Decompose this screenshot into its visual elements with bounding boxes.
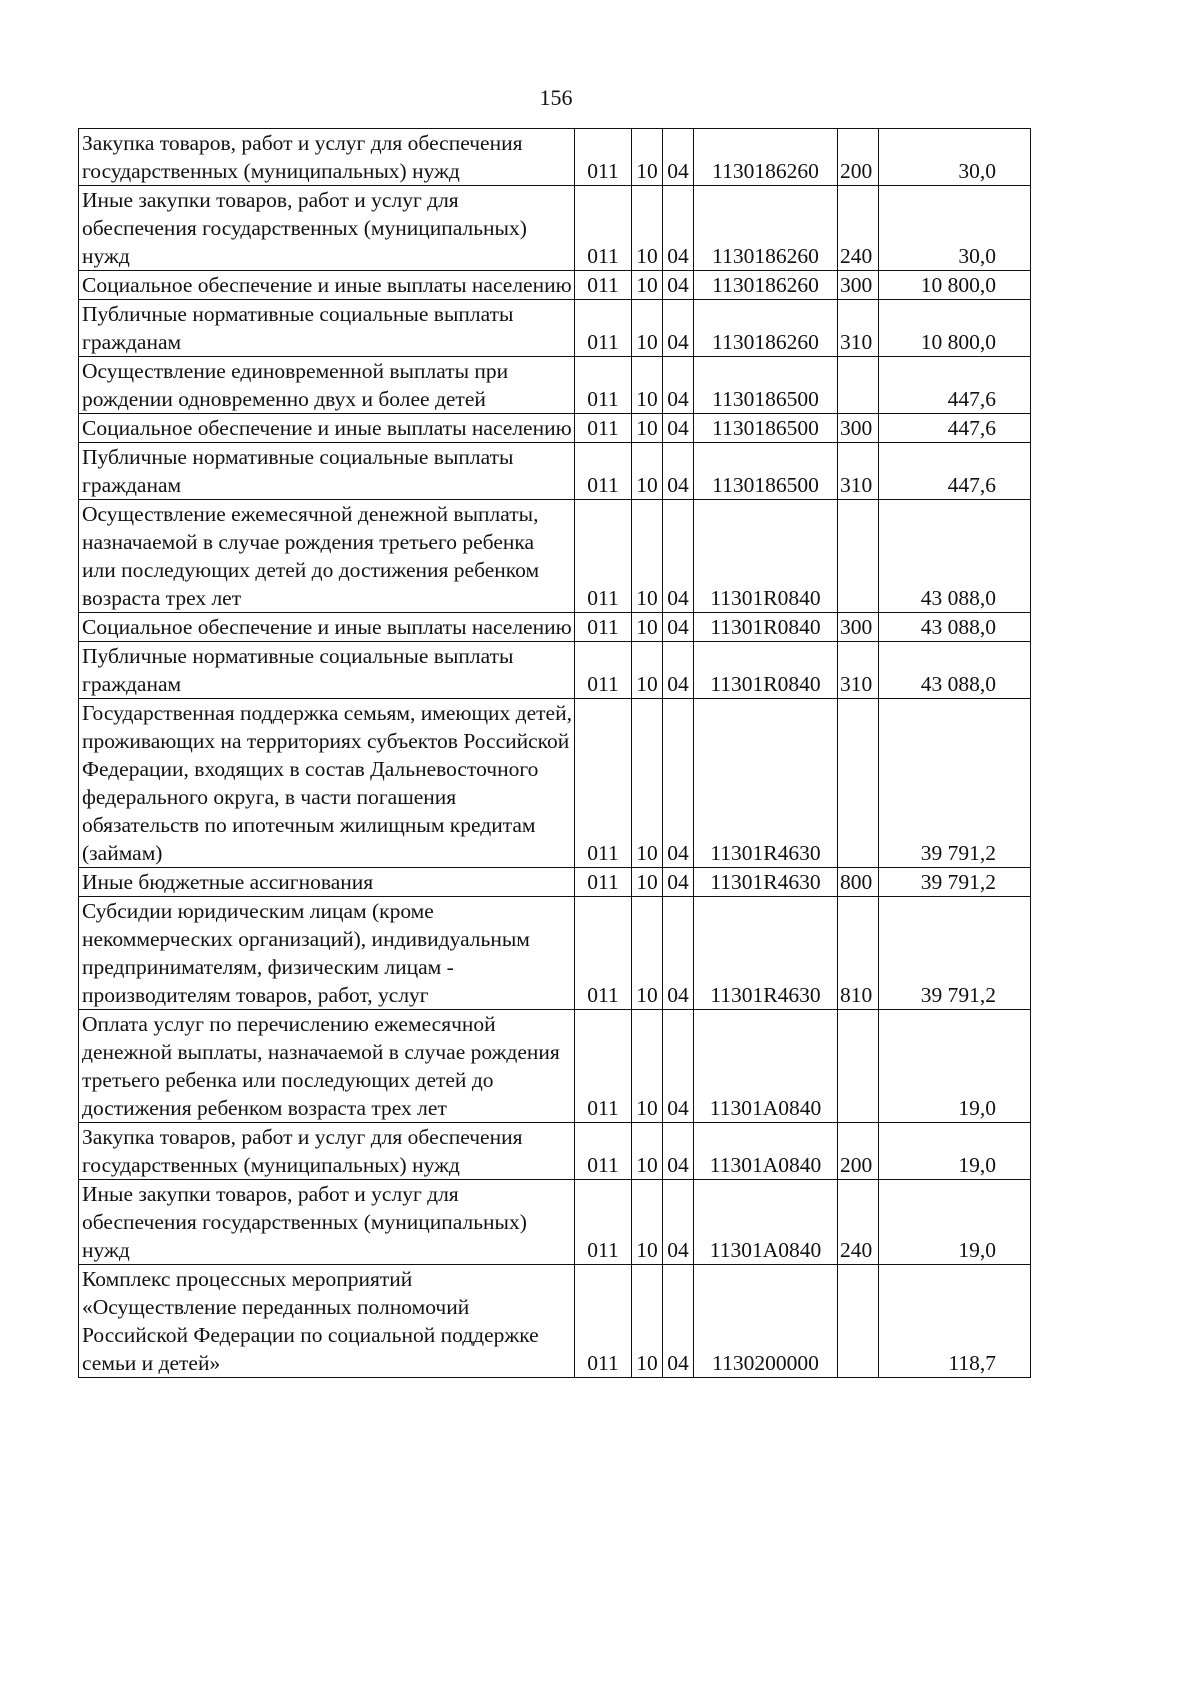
expense-name-cell: Публичные нормативные социальные выплаты гражданам xyxy=(79,642,575,699)
expense-name-cell: Иные бюджетные ассигнования xyxy=(79,868,575,897)
section-code-cell: 10 xyxy=(632,642,663,699)
expense-name-cell: Государственная поддержка семьям, имеющих детей, проживающих на территориях субъектов Российской Федерации, входящих в состав Дальневосточного федерального округа, в части погашения обязательств по ипотечным жилищным кредитам (займам) xyxy=(79,699,575,868)
table-row xyxy=(79,642,1031,699)
expense-type-cell xyxy=(838,500,879,613)
department-code-cell: 011 xyxy=(575,1265,632,1378)
subsection-code-cell: 04 xyxy=(663,357,694,414)
expense-name-cell: Осуществление ежемесячной денежной выплаты, назначаемой в случае рождения третьего ребенка или последующих детей до достижения ребенком возраста трех лет xyxy=(79,500,575,613)
expense-type-cell: 200 xyxy=(838,1123,879,1180)
section-code-cell: 10 xyxy=(632,897,663,1010)
table-row xyxy=(79,357,1031,414)
subsection-code-cell: 04 xyxy=(663,271,694,300)
section-code-cell: 10 xyxy=(632,613,663,642)
department-code-cell: 011 xyxy=(575,613,632,642)
department-code-cell: 011 xyxy=(575,414,632,443)
subsection-code-cell: 04 xyxy=(663,129,694,186)
table-row xyxy=(79,300,1031,357)
amount-cell: 447,6 xyxy=(879,357,1031,414)
expense-name-cell: Субсидии юридическим лицам (кроме некоммерческих организаций), индивидуальным предпринимателям, физическим лицам - производителям товаров, работ, услуг xyxy=(79,897,575,1010)
department-code-cell: 011 xyxy=(575,500,632,613)
amount-cell: 39 791,2 xyxy=(879,699,1031,868)
table-row xyxy=(79,1180,1031,1265)
expense-name-cell: Социальное обеспечение и иные выплаты населению xyxy=(79,271,575,300)
subsection-code-cell: 04 xyxy=(663,443,694,500)
section-code-cell: 10 xyxy=(632,868,663,897)
page-number: 156 xyxy=(539,85,573,110)
amount-cell: 30,0 xyxy=(879,129,1031,186)
table-row xyxy=(79,414,1031,443)
section-code-cell: 10 xyxy=(632,699,663,868)
table-row xyxy=(79,1123,1031,1180)
department-code-cell: 011 xyxy=(575,897,632,1010)
department-code-cell: 011 xyxy=(575,1180,632,1265)
target-article-cell: 1130186500 xyxy=(694,357,838,414)
amount-cell: 19,0 xyxy=(879,1123,1031,1180)
expense-name-cell: Оплата услуг по перечислению ежемесячной денежной выплаты, назначаемой в случае рождения третьего ребенка или последующих детей до достижения ребенком возраста трех лет xyxy=(79,1010,575,1123)
expense-name-cell: Иные закупки товаров, работ и услуг для обеспечения государственных (муниципальных) нужд xyxy=(79,186,575,271)
subsection-code-cell: 04 xyxy=(663,1010,694,1123)
target-article-cell: 1130186260 xyxy=(694,300,838,357)
table-row xyxy=(79,1010,1031,1123)
expense-name-cell: Публичные нормативные социальные выплаты гражданам xyxy=(79,300,575,357)
table-row xyxy=(79,271,1031,300)
subsection-code-cell: 04 xyxy=(663,699,694,868)
amount-cell: 19,0 xyxy=(879,1180,1031,1265)
expense-type-cell: 310 xyxy=(838,300,879,357)
expense-type-cell xyxy=(838,357,879,414)
target-article-cell: 1130186500 xyxy=(694,443,838,500)
amount-cell: 43 088,0 xyxy=(879,642,1031,699)
section-code-cell: 10 xyxy=(632,1265,663,1378)
table-row xyxy=(79,500,1031,613)
subsection-code-cell: 04 xyxy=(663,897,694,1010)
department-code-cell: 011 xyxy=(575,642,632,699)
table-row xyxy=(79,129,1031,186)
budget-table xyxy=(78,128,1031,1378)
department-code-cell: 011 xyxy=(575,271,632,300)
table-row xyxy=(79,897,1031,1010)
amount-cell: 10 800,0 xyxy=(879,271,1031,300)
target-article-cell: 11301R0840 xyxy=(694,500,838,613)
department-code-cell: 011 xyxy=(575,868,632,897)
target-article-cell: 11301A0840 xyxy=(694,1010,838,1123)
expense-name-cell: Закупка товаров, работ и услуг для обеспечения государственных (муниципальных) нужд xyxy=(79,129,575,186)
amount-cell: 19,0 xyxy=(879,1010,1031,1123)
target-article-cell: 1130186500 xyxy=(694,414,838,443)
expense-type-cell: 800 xyxy=(838,868,879,897)
section-code-cell: 10 xyxy=(632,129,663,186)
subsection-code-cell: 04 xyxy=(663,414,694,443)
amount-cell: 43 088,0 xyxy=(879,613,1031,642)
section-code-cell: 10 xyxy=(632,1123,663,1180)
subsection-code-cell: 04 xyxy=(663,1180,694,1265)
expense-type-cell xyxy=(838,1265,879,1378)
expense-type-cell: 200 xyxy=(838,129,879,186)
expense-type-cell: 300 xyxy=(838,613,879,642)
department-code-cell: 011 xyxy=(575,1123,632,1180)
section-code-cell: 10 xyxy=(632,414,663,443)
target-article-cell: 1130186260 xyxy=(694,186,838,271)
expense-type-cell: 810 xyxy=(838,897,879,1010)
amount-cell: 39 791,2 xyxy=(879,868,1031,897)
section-code-cell: 10 xyxy=(632,443,663,500)
section-code-cell: 10 xyxy=(632,357,663,414)
subsection-code-cell: 04 xyxy=(663,300,694,357)
expense-type-cell: 300 xyxy=(838,271,879,300)
amount-cell: 10 800,0 xyxy=(879,300,1031,357)
target-article-cell: 11301A0840 xyxy=(694,1180,838,1265)
expense-type-cell xyxy=(838,699,879,868)
expense-type-cell: 310 xyxy=(838,642,879,699)
department-code-cell: 011 xyxy=(575,129,632,186)
table-row xyxy=(79,868,1031,897)
target-article-cell: 1130186260 xyxy=(694,271,838,300)
section-code-cell: 10 xyxy=(632,1010,663,1123)
section-code-cell: 10 xyxy=(632,1180,663,1265)
department-code-cell: 011 xyxy=(575,357,632,414)
amount-cell: 118,7 xyxy=(879,1265,1031,1378)
expense-name-cell: Социальное обеспечение и иные выплаты населению xyxy=(79,414,575,443)
expense-name-cell: Иные закупки товаров, работ и услуг для обеспечения государственных (муниципальных) нужд xyxy=(79,1180,575,1265)
table-row xyxy=(79,1265,1031,1378)
department-code-cell: 011 xyxy=(575,443,632,500)
amount-cell: 447,6 xyxy=(879,414,1031,443)
expense-name-cell: Социальное обеспечение и иные выплаты населению xyxy=(79,613,575,642)
target-article-cell: 11301R4630 xyxy=(694,699,838,868)
expense-name-cell: Осуществление единовременной выплаты при рождении одновременно двух и более детей xyxy=(79,357,575,414)
target-article-cell: 11301R4630 xyxy=(694,897,838,1010)
table-row xyxy=(79,443,1031,500)
target-article-cell: 1130186260 xyxy=(694,129,838,186)
amount-cell: 39 791,2 xyxy=(879,897,1031,1010)
expense-type-cell xyxy=(838,1010,879,1123)
subsection-code-cell: 04 xyxy=(663,1123,694,1180)
target-article-cell: 11301R0840 xyxy=(694,642,838,699)
expense-type-cell: 240 xyxy=(838,1180,879,1265)
department-code-cell: 011 xyxy=(575,300,632,357)
department-code-cell: 011 xyxy=(575,1010,632,1123)
subsection-code-cell: 04 xyxy=(663,1265,694,1378)
amount-cell: 43 088,0 xyxy=(879,500,1031,613)
expense-name-cell: Комплекс процессных мероприятий «Осуществление переданных полномочий Российской Федерации по социальной поддержке семьи и детей» xyxy=(79,1265,575,1378)
budget-table-body xyxy=(79,129,1031,1378)
department-code-cell: 011 xyxy=(575,186,632,271)
section-code-cell: 10 xyxy=(632,500,663,613)
expense-type-cell: 240 xyxy=(838,186,879,271)
subsection-code-cell: 04 xyxy=(663,500,694,613)
table-row xyxy=(79,186,1031,271)
subsection-code-cell: 04 xyxy=(663,642,694,699)
expense-type-cell: 310 xyxy=(838,443,879,500)
section-code-cell: 10 xyxy=(632,271,663,300)
target-article-cell: 1130200000 xyxy=(694,1265,838,1378)
department-code-cell: 011 xyxy=(575,699,632,868)
subsection-code-cell: 04 xyxy=(663,186,694,271)
table-row xyxy=(79,699,1031,868)
target-article-cell: 11301R0840 xyxy=(694,613,838,642)
section-code-cell: 10 xyxy=(632,186,663,271)
target-article-cell: 11301A0840 xyxy=(694,1123,838,1180)
target-article-cell: 11301R4630 xyxy=(694,868,838,897)
expense-type-cell: 300 xyxy=(838,414,879,443)
expense-name-cell: Публичные нормативные социальные выплаты гражданам xyxy=(79,443,575,500)
subsection-code-cell: 04 xyxy=(663,868,694,897)
expense-name-cell: Закупка товаров, работ и услуг для обеспечения государственных (муниципальных) нужд xyxy=(79,1123,575,1180)
section-code-cell: 10 xyxy=(632,300,663,357)
amount-cell: 30,0 xyxy=(879,186,1031,271)
subsection-code-cell: 04 xyxy=(663,613,694,642)
amount-cell: 447,6 xyxy=(879,443,1031,500)
table-row xyxy=(79,613,1031,642)
